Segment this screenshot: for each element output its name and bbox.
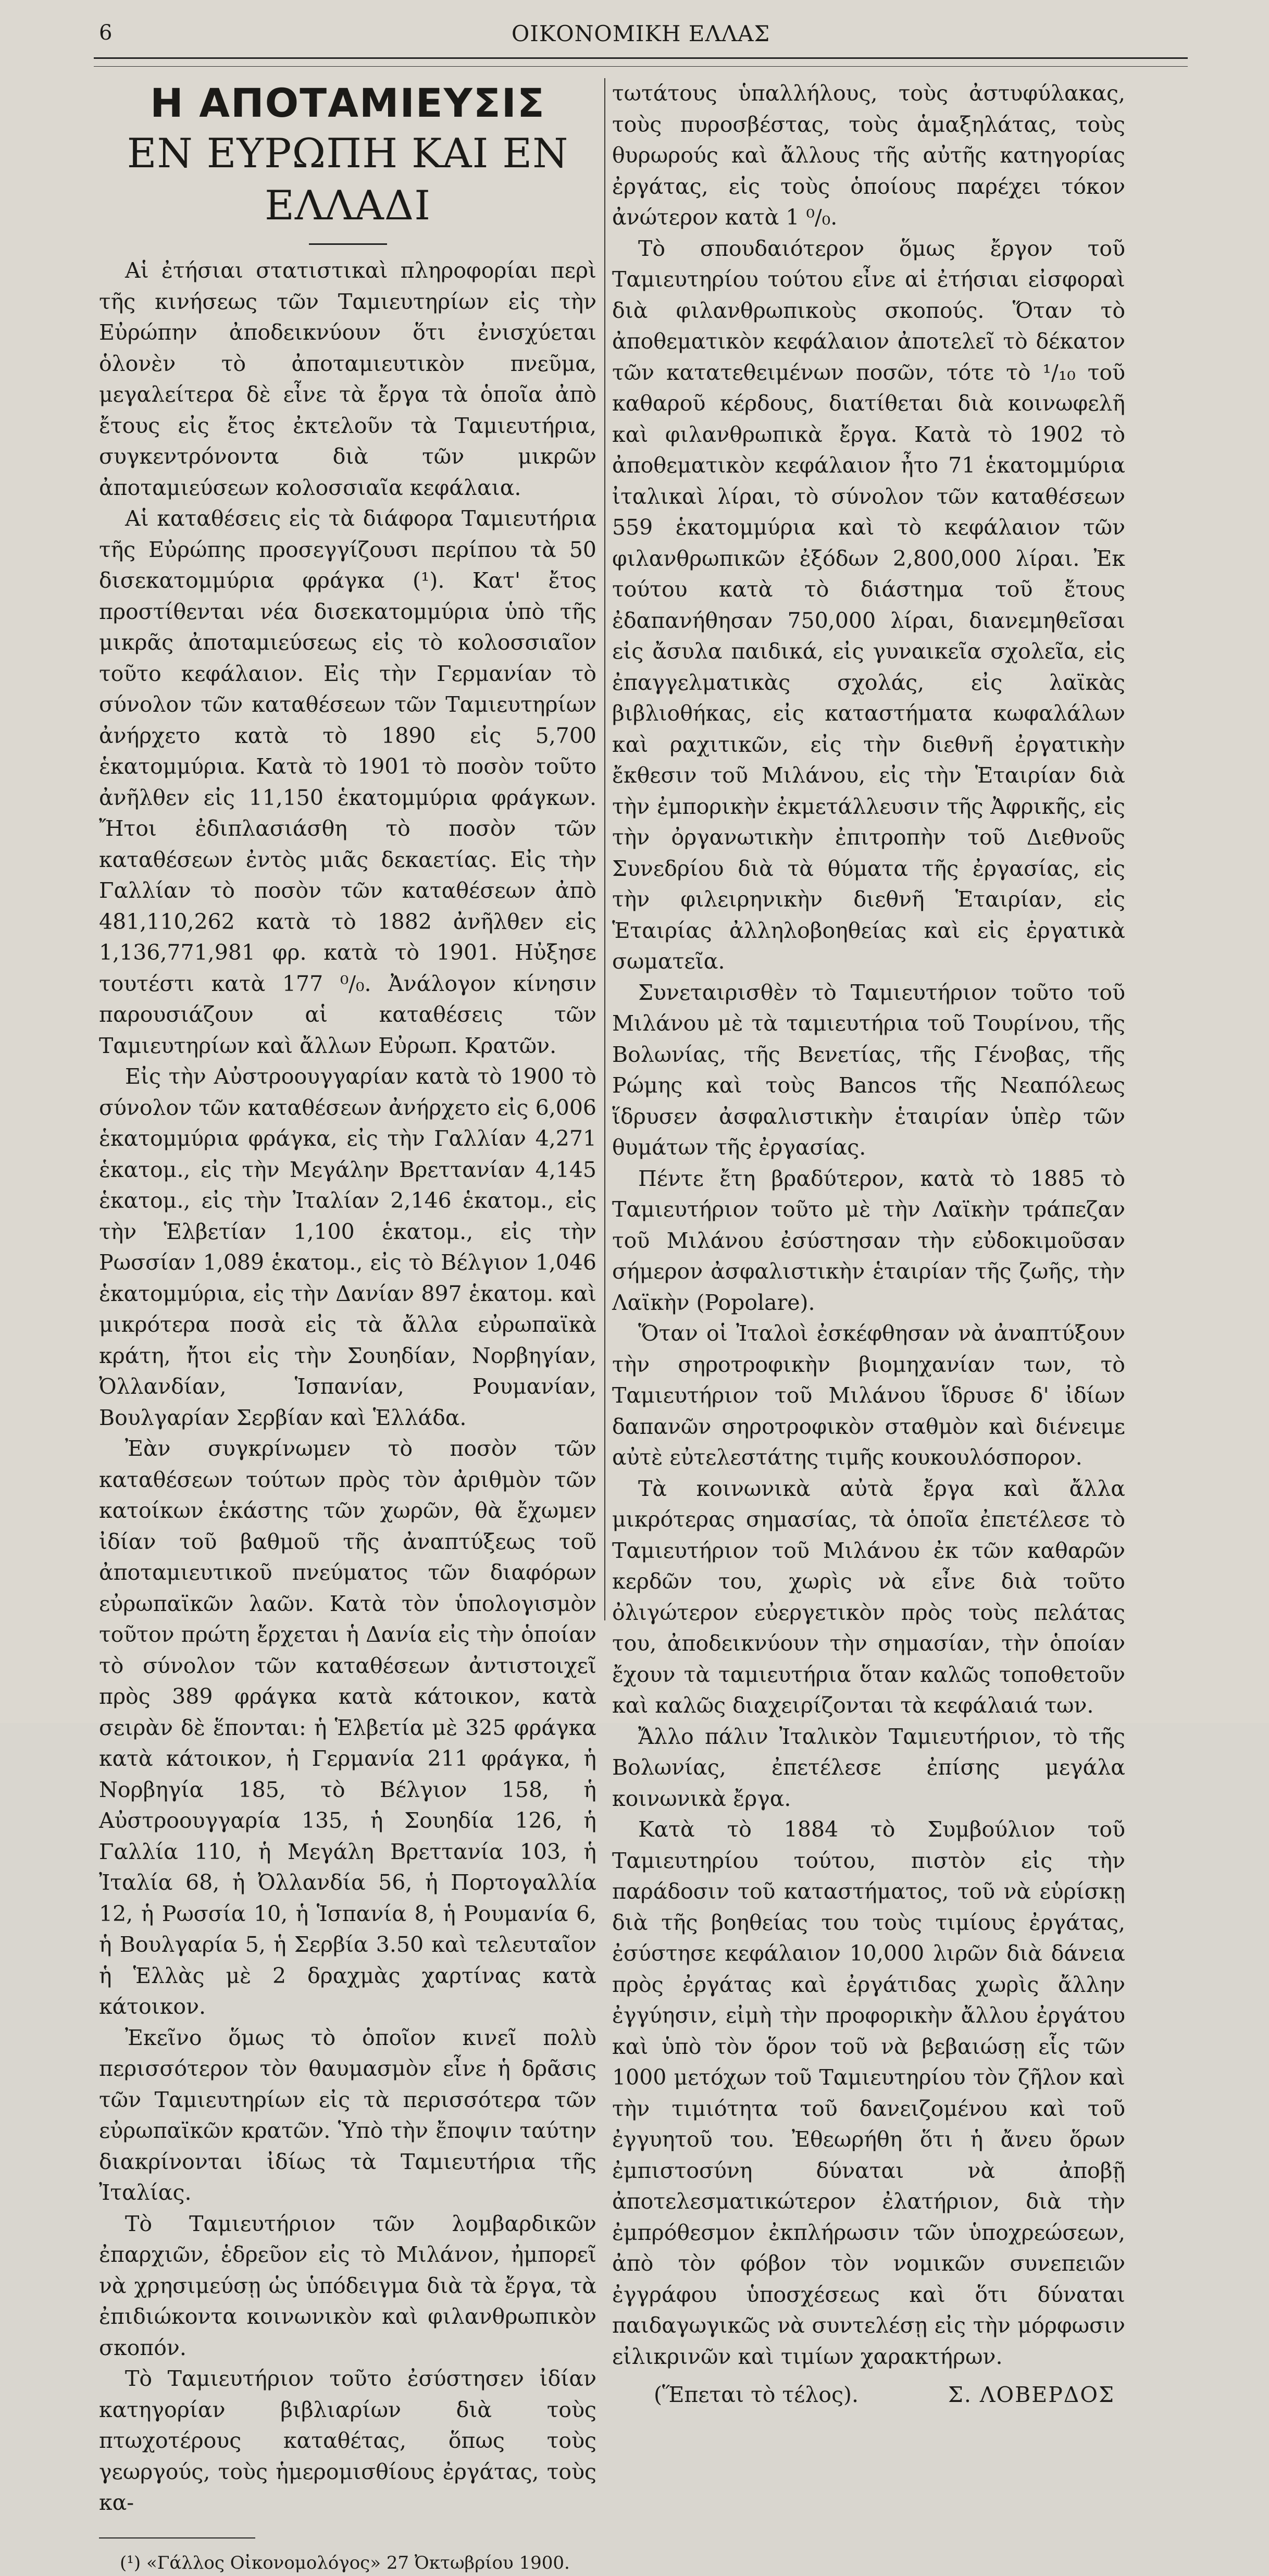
article-title: Η ΑΠΟΤΑΜΙΕΥΣΙΣ	[150, 80, 545, 126]
paragraph: Ἐκεῖνο ὅμως τὸ ὁποῖον κινεῖ πολὺ περισσότερον τὸν θαυμασμὸν εἶνε ἡ δρᾶσις τῶν Ταμιευτηρίων εἰς τὰ περισσότερα τῶν εὐρωπαϊκῶν κρατῶν. Ὑπὸ τὴν ἔποψιν ταύτην διακρίνονται ἰδίως τὰ Ταμιευτήρια τῆς Ἰταλίας.	[99, 2025, 596, 2205]
page-header	[94, 21, 1188, 52]
paragraph: τωτάτους ὑπαλλήλους, τοὺς ἀστυφύλακας, τοὺς πυροσβέστας, τοὺς ἁμαξηλάτας, τοὺς θυρωρούς καὶ ἄλλους τῆς αὐτῆς κατηγορίας ἐργάτας, εἰς τοὺς ὁποίους παρέχει τόκον ἀνώτερον κατὰ 1 ⁰/₀.	[612, 81, 1125, 230]
signature-line	[612, 2372, 1125, 2411]
footnote-rule	[99, 2537, 255, 2538]
author-signature: Σ. ΛΟΒΕΡΔΟΣ	[948, 2382, 1115, 2407]
footnote: (¹) «Γάλλος Οἰκονομολόγος» 27 Ὀκτωβρίου 1900.	[120, 2552, 570, 2573]
article-subtitle: ΕΝ ΕΥΡΩΠΗ ΚΑΙ ΕΝ ΕΛΛΑΔΙ	[127, 130, 569, 229]
page-number: 6	[99, 21, 113, 45]
paragraph: Αἱ ἐτήσιαι στατιστικαὶ πληροφορίαι περὶ τῆς κινήσεως τῶν Ταμιευτηρίων εἰς τὴν Εὐρώπην ἀποδεικνύουν ὅτι ἐνισχύεται ὁλονὲν τὸ ἀποταμιευτικὸν πνεῦμα, μεγαλείτερα δὲ εἶνε τὰ ἔργα τὰ ὁποῖα ἀπὸ ἔτους εἰς ἔτος ἐκτελοῦν τὰ Ταμιευτήρια, συγκεντρόνοντα διὰ τῶν μικρῶν ἀποταμιεύσεων κολοσσιαῖα κεφάλαια.	[99, 258, 596, 500]
title-rule	[309, 243, 387, 245]
left-column	[99, 78, 596, 2576]
paragraph: Συνεταιρισθὲν τὸ Ταμιευτήριον τοῦτο τοῦ Μιλάνου μὲ τὰ ταμιευτήρια τοῦ Τουρίνου, τῆς Βολωνίας, τῆς Βενετίας, τῆς Γένοβας, τῆς Ρώμης καὶ τοὺς Bancos τῆς Νεαπόλεως ἵδρυσεν ἀσφαλιστικὴν ἑταιρίαν ὑπὲρ τῶν θυμάτων τῆς ἐργασίας.	[612, 980, 1125, 1160]
paragraph: Ἐὰν συγκρίνωμεν τὸ ποσὸν τῶν καταθέσεων τούτων πρὸς τὸν ἀριθμὸν τῶν κατοίκων ἑκάστης τῶν χωρῶν, θὰ ἔχωμεν ἰδίαν τοῦ βαθμοῦ τῆς ἀναπτύξεως τοῦ ἀποταμιευτικοῦ πνεύματος τῶν διαφόρων εὐρωπαϊκῶν λαῶν. Κατὰ τὸν ὑπολογισμὸν τοῦτον πρώτη ἔρχεται ἡ Δανία εἰς τὴν ὁποίαν τὸ σύνολον τῶν καταθέσεων ἀντιστοιχεῖ πρὸς 389 φράγκα κατὰ κάτοικον, κατὰ σειρὰν δὲ ἕπονται: ἡ Ἑλβετία μὲ 325 φράγκα κατὰ κάτοικον, ἡ Γερμανία 211 φράγκα, ἡ Νορβηγία 185, τὸ Βέλγιον 158, ἡ Αὐστροουγγαρία 135, ἡ Σουηδία 126, ἡ Γαλλία 110, ἡ Μεγάλη Βρεττανία 103, ἡ Ἰταλία 68, ἡ Ὀλλανδία 56, ἡ Πορτογαλλία 12, ἡ Ρωσσία 10, ἡ Ἱσπανία 8, ἡ Ρουμανία 6, ἡ Βουλγαρία 5, ἡ Σερβία 3.50 καὶ τελευταῖον ἡ Ἑλλὰς μὲ 2 δραχμὰς χαρτίνας κατὰ κάτοικον.	[99, 1436, 596, 2019]
paragraph: Εἰς τὴν Αὐστροουγγαρίαν κατὰ τὸ 1900 τὸ σύνολον τῶν καταθέσεων ἀνήρχετο εἰς 6,006 ἑκατομμύρια φράγκα, εἰς τὴν Γαλλίαν 4,271 ἑκατομ., εἰς τὴν Μεγάλην Βρεττανίαν 4,145 ἑκατομ., εἰς τὴν Ἰταλίαν 2,146 ἑκατομ., εἰς τὴν Ἑλβετίαν 1,100 ἑκατομ., εἰς τὴν Ρωσσίαν 1,089 ἑκατομ., εἰς τὸ Βέλγιον 1,046 ἑκατομμύρια, εἰς τὴν Δανίαν 897 ἑκατομ. καὶ μικρότερα ποσὰ εἰς τὰ ἄλλα εὐρωπαϊκὰ κράτη, ἤτοι εἰς τὴν Σουηδίαν, Νορβηγίαν, Ὀλλανδίαν, Ἱσπανίαν, Ρουμανίαν, Βουλγαρίαν Σερβίαν καὶ Ἑλλάδα.	[99, 1064, 596, 1430]
paragraph: Κατὰ τὸ 1884 τὸ Συμβούλιον τοῦ Ταμιευτηρίου τούτου, πιστὸν εἰς τὴν παράδοσιν τοῦ καταστήματος, τοῦ νὰ εὑρίσκῃ διὰ τῆς βοηθείας του τοὺς τιμίους ἐργάτας, ἐσύστησε κεφάλαιον 10,000 λιρῶν διὰ δάνεια πρὸς ἐργάτας καὶ ἐργάτιδας χωρὶς ἄλλην ἐγγύησιν, εἰμὴ τὴν προφορικὴν ἄλλου ἐργάτου καὶ ὑπὸ τὸν ὅρον τοῦ νὰ βεβαιώσῃ εἷς τῶν 1000 μετόχων τοῦ Ταμιευτηρίου τὸν ζῆλον καὶ τὴν τιμιότητα τοῦ δανειζομένου καὶ τοῦ ἐγγυητοῦ του. Ἐθεωρήθη ὅτι ἡ ἄνευ ὅρων ἐμπιστοσύνη δύναται νὰ ἀποβῇ ἀποτελεσματικώτερον ἐλατήριον, διὰ τὴν ἐμπρόθεσμον ἐκπλήρωσιν τῶν ὑποχρεώσεων, ἀπὸ τὸν φόβον τὸν νομικῶν συνεπειῶν ἐγγράφου ὑποσχέσεως καὶ ὅτι δύναται παιδαγωγικῶς νὰ συντελέσῃ εἰς τὴν μόρφωσιν εἰλικρινῶν καὶ τιμίων χαρακτήρων.	[612, 1817, 1125, 2369]
paragraph: Τὸ Ταμιευτήριον τῶν λομβαρδικῶν ἐπαρχιῶν, ἑδρεῦον εἰς τὸ Μιλάνον, ἠμπορεῖ νὰ χρησιμεύσῃ ὡς ὑπόδειγμα διὰ τὰ ἔργα, τὰ ἐπιδιώκοντα κοινωνικὸν καὶ φιλανθρωπικὸν σκοπόν.	[99, 2211, 596, 2360]
paragraph: Ὅταν οἱ Ἰταλοὶ ἐσκέφθησαν νὰ ἀναπτύξουν τὴν σηροτροφικὴν βιομηχανίαν των, τὸ Ταμιευτήριον τοῦ Μιλάνου ἵδρυσε δ' ἰδίων δαπανῶν σηροτροφικὸν σταθμὸν καὶ διένειμε αὐτὲ εὐτελεστάτης τιμῆς κουκουλόσπορον.	[612, 1321, 1125, 1470]
running-title: ΟΙΚΟΝΟΜΙΚΗ ΕΛΛΑΣ	[511, 21, 770, 46]
column-divider	[604, 78, 605, 1620]
paragraph: Αἱ καταθέσεις εἰς τὰ διάφορα Ταμιευτήρια τῆς Εὐρώπης προσεγγίζουσι περίπου τὰ 50 δισεκατομμύρια φράγκα (¹). Κατ' ἔτος προστίθενται νέα δισεκατομμύρια ὑπὸ τῆς μικρᾶς ἀποταμιεύσεως εἰς τὸ κολοσσιαῖον τοῦτο κεφάλαιον. Εἰς τὴν Γερμανίαν τὸ σύνολον τῶν καταθέσεων τῶν Ταμιευτηρίων ἀνήρχετο κατὰ τὸ 1890 εἰς 5,700 ἑκατομμύρια. Κατὰ τὸ 1901 τὸ ποσὸν τοῦτο ἀνῆλθεν εἰς 11,150 ἑκατομμύρια φράγκων. Ἤτοι ἐδιπλασιάσθη τὸ ποσὸν τῶν καταθέσεων ἐντὸς μιᾶς δεκαετίας. Εἰς τὴν Γαλλίαν τὸ ποσὸν τῶν καταθέσεων ἀπὸ 481,110,262 κατὰ τὸ 1882 ἀνῆλθεν εἰς 1,136,771,981 φρ. κατὰ τὸ 1901. Ηὐξησε τουτέστι κατὰ 177 ⁰/₀. Ἀνάλογον κίνησιν παρουσιάζουν αἱ καταθέσεις τῶν Ταμιευτηρίων καὶ ἄλλων Εὐρωπ. Κρατῶν.	[99, 506, 596, 1058]
paragraph: Ἄλλο πάλιν Ἰταλικὸν Ταμιευτήριον, τὸ τῆς Βολωνίας, ἐπετέλεσε ἐπίσης μεγάλα κοινωνικὰ ἔργα.	[612, 1724, 1125, 1811]
header-rule	[94, 57, 1188, 67]
paragraph: Τὸ σπουδαιότερον ὅμως ἔργον τοῦ Ταμιευτηρίου τούτου εἶνε αἱ ἐτήσιαι εἰσφοραὶ διὰ φιλανθρωπικοὺς σκοπούς. Ὅταν τὸ ἀποθεματικὸν κεφάλαιον ἀποτελεῖ τὸ δέκατον τῶν κατατεθειμένων ποσῶν, τότε τὸ ¹/₁₀ τοῦ καθαροῦ κέρδους, διατίθεται διὰ κοινωφελῆ καὶ φιλανθρωπικὰ ἔργα. Κατὰ τὸ 1902 τὸ ἀποθεματικὸν κεφάλαιον ἦτο 71 ἑκατομμύρια ἰταλικαὶ λίραι, τὸ σύνολον τῶν καταθέσεων 559 ἑκατομμύρια καὶ τὸ κεφάλαιον τῶν φιλανθρωπικῶν ἐξόδων 2,800,000 λίραι. Ἐκ τούτου κατὰ τὸ διάστημα τοῦ ἔτους ἐδαπανήθησαν 750,000 λίραι, διανεμηθεῖσαι εἰς ἄσυλα παιδικά, εἰς γυναικεῖα σχολεῖα, εἰς ἐπαγγελματικὰς σχολάς, εἰς λαϊκὰς βιβλιοθήκας, εἰς καταστήματα κωφαλάλων καὶ ραχιτικῶν, εἰς τὴν διεθνῆ ἐργατικὴν ἔκθεσιν τοῦ Μιλάνου, εἰς τὴν Ἑταιρίαν διὰ τὴν ἐμπορικὴν ἐκμετάλλευσιν τῆς Ἀφρικῆς, εἰς τὴν ὀργανωτικὴν ἐπιτροπὴν τοῦ Διεθνοῦς Συνεδρίου διὰ τὰ θύματα τῆς ἐργασίας, εἰς τὴν φιλειρηνικὴν διεθνῆ Ἑταιρίαν, εἰς Ἑταιρίας ἀλληλοβοηθείας καὶ εἰς ἐργατικὰ σωματεῖα.	[612, 236, 1125, 974]
paragraph: Τὸ Ταμιευτήριον τοῦτο ἐσύστησεν ἰδίαν κατηγορίαν βιβλιαρίων διὰ τοὺς πτωχοτέρους καταθέτας, ὅπως τοὺς γεωργούς, τοὺς ἡμερομισθίους ἐργάτας, τοὺς κα-	[99, 2366, 596, 2515]
right-column	[612, 78, 1125, 2411]
continued-note: (Ἕπεται τὸ τέλος).	[654, 2382, 859, 2407]
paragraph: Τὰ κοινωνικὰ αὐτὰ ἔργα καὶ ἄλλα μικρότερας σημασίας, τὰ ὁποῖα ἐπετέλεσε τὸ Ταμιευτήριον τοῦ Μιλάνου ἐκ τῶν καθαρῶν κερδῶν του, χωρὶς νὰ εἶνε διὰ τοῦτο ὀλιγώτερον εὐεργετικὸν πρὸς τοὺς πελάτας του, ἀποδεικνύουν τὴν σημασίαν, τὴν ὁποίαν ἔχουν τὰ ταμιευτήρια ὅταν καλῶς τοποθετοῦν καὶ καλῶς διαχειρίζονται τὰ κεφάλαιά των.	[612, 1476, 1125, 1718]
paragraph: Πέντε ἔτη βραδύτερον, κατὰ τὸ 1885 τὸ Ταμιευτήριον τοῦτο μὲ τὴν Λαϊκὴν τράπεζαν τοῦ Μιλάνου ἐσύστησαν τὴν εὐδοκιμοῦσαν σήμερον ἀσφαλιστικὴν ἑταιρίαν τῆς ζωῆς, τὴν Λαϊκὴν (Popolare).	[612, 1166, 1125, 1315]
